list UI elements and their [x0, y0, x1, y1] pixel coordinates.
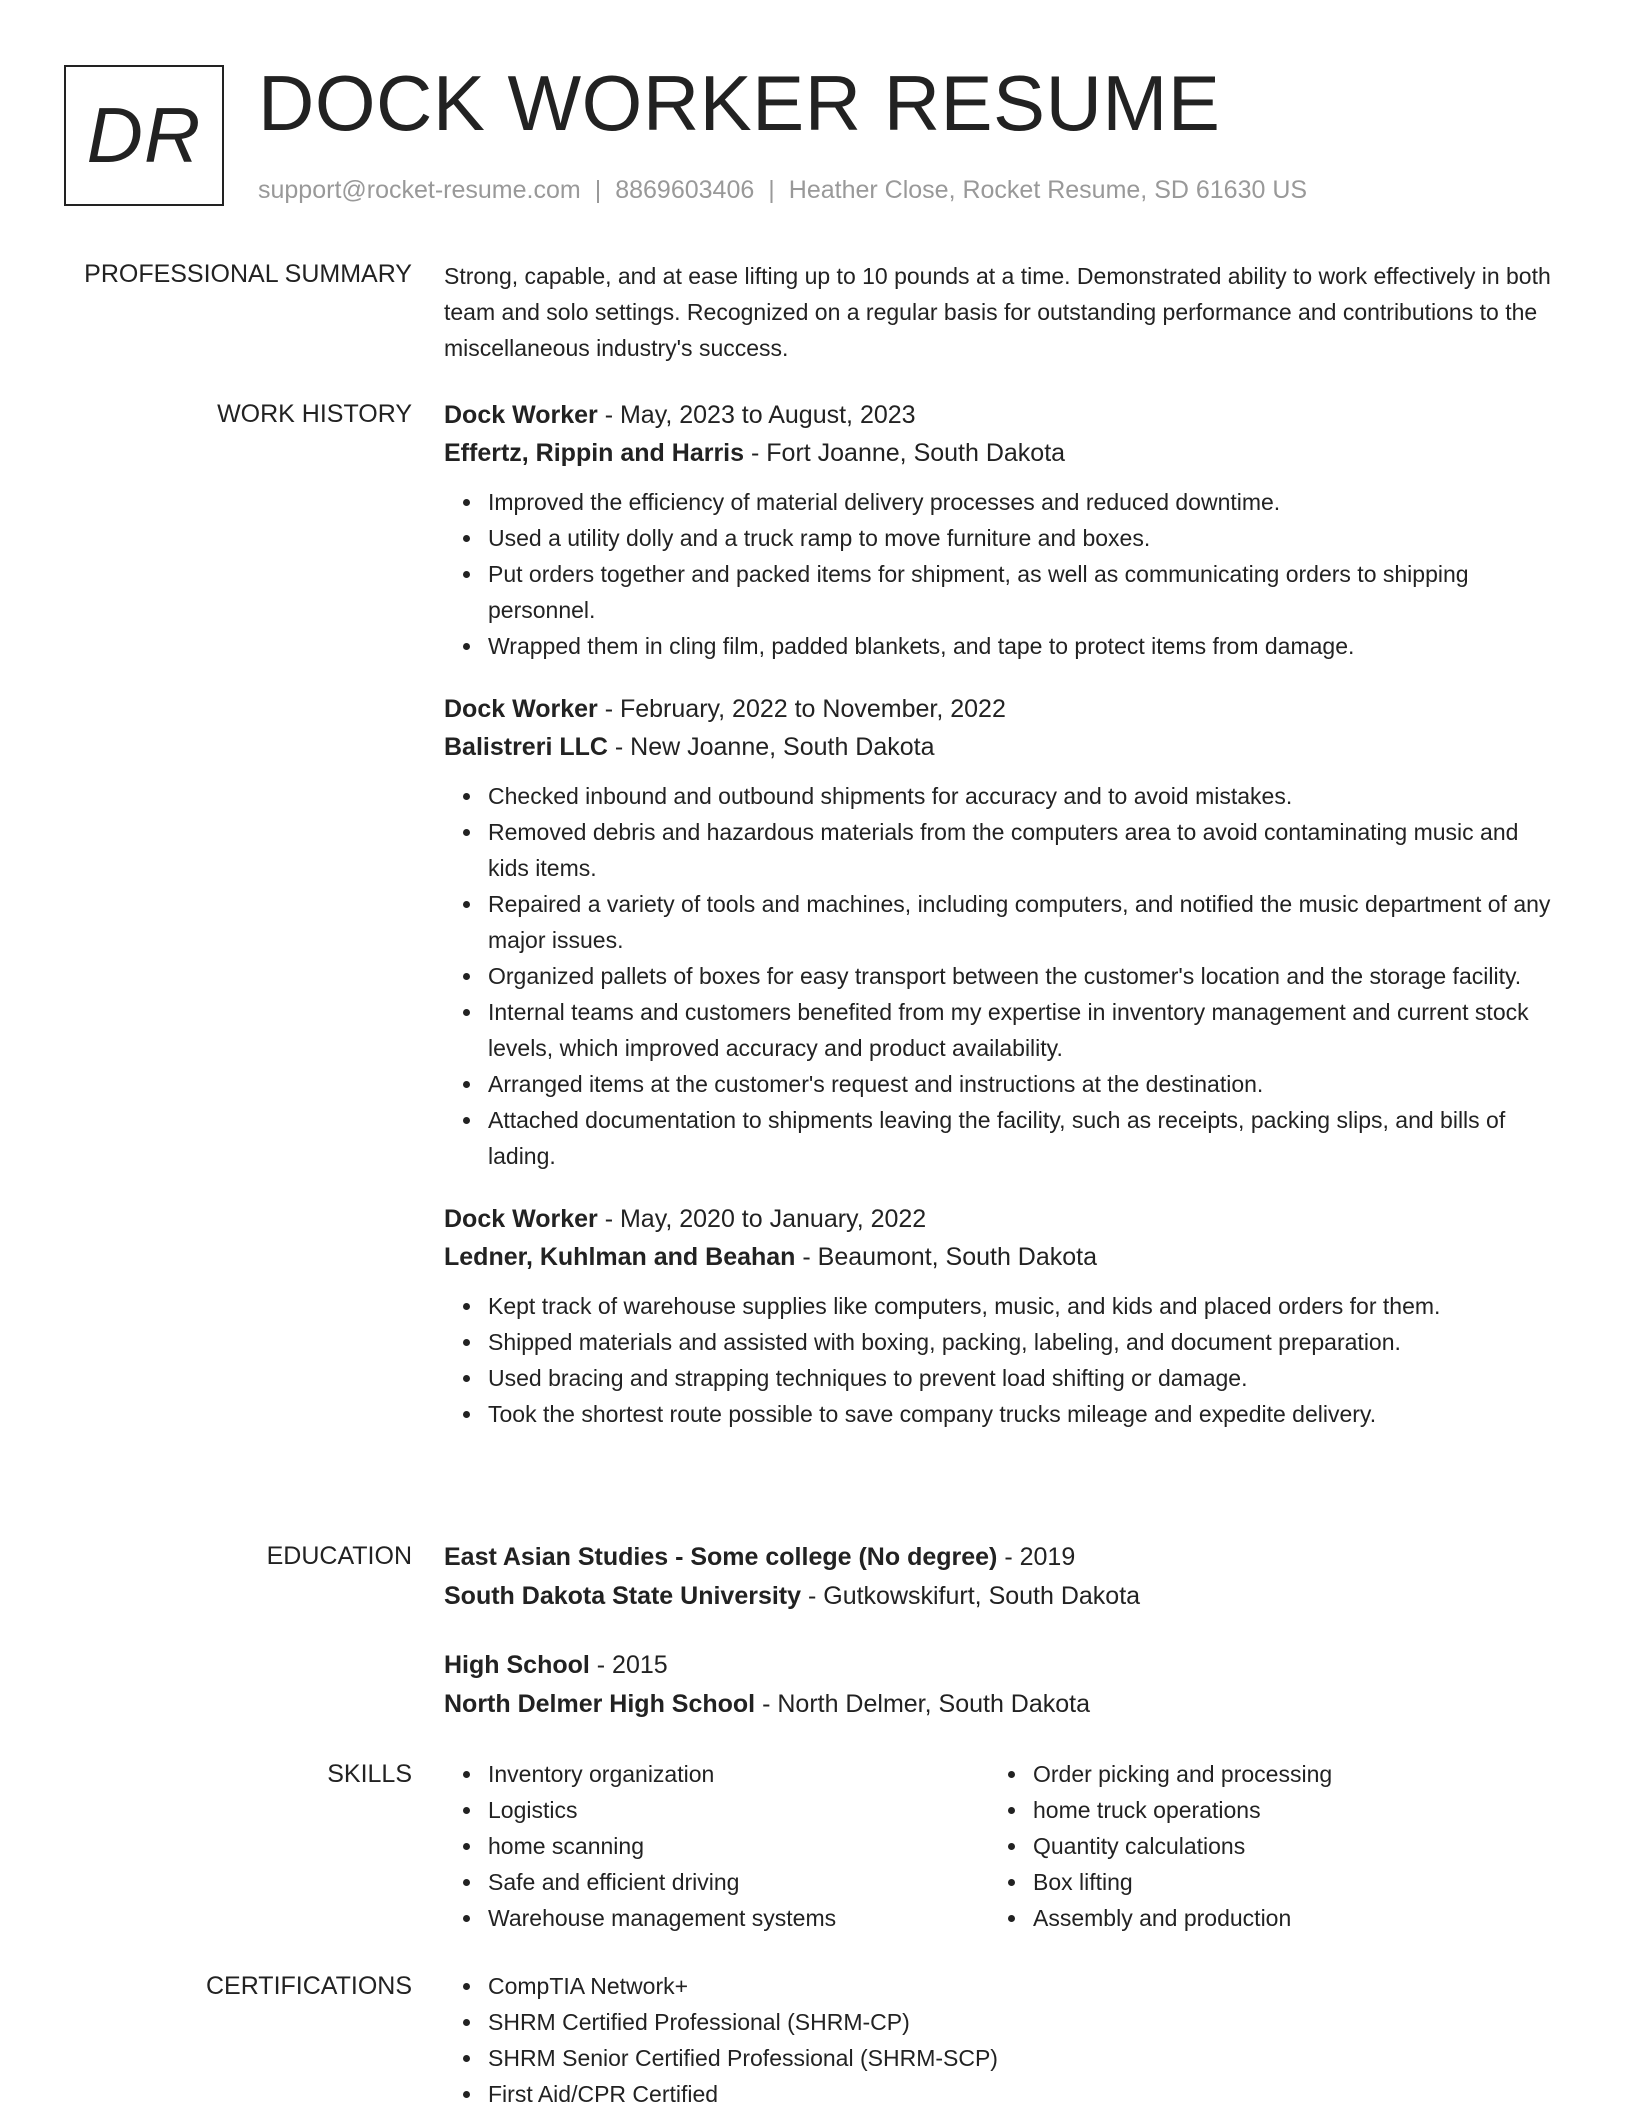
job-bullet: Shipped materials and assisted with boxing, packing, labeling, and document preparation.	[488, 1324, 1564, 1360]
certifications-list	[444, 1968, 1564, 2112]
monogram-initials: DR	[86, 91, 202, 179]
section-label-skills: SKILLS	[327, 1760, 412, 1788]
job-company-line	[444, 728, 1564, 766]
section-label-education: EDUCATION	[266, 1542, 412, 1570]
skill-item: home scanning	[488, 1828, 989, 1864]
job-bullet: Removed debris and hazardous materials from the computers area to avoid contaminating music and kids items.	[488, 814, 1564, 886]
job-bullet: Internal teams and customers benefited from my expertise in inventory management and current stock levels, which improved accuracy and product availability.	[488, 994, 1564, 1066]
skill-item: Order picking and processing	[1033, 1756, 1534, 1792]
job-title: Dock Worker	[444, 1205, 598, 1233]
job-bullet: Attached documentation to shipments leaving the facility, such as receipts, packing slips, and bills of lading.	[488, 1102, 1564, 1174]
summary-body	[444, 258, 1564, 366]
job-title-line	[444, 1200, 1564, 1238]
job-company-line	[444, 1238, 1564, 1276]
job-bullet: Arranged items at the customer's request and instructions at the destination.	[488, 1066, 1564, 1102]
job-bullet: Took the shortest route possible to save company trucks mileage and expedite delivery.	[488, 1396, 1564, 1432]
job-title: Dock Worker	[444, 695, 598, 723]
education-school: South Dakota State University	[444, 1582, 802, 1610]
certification-item: First Aid/CPR Certified	[488, 2076, 1564, 2112]
education-school-line	[444, 1577, 1564, 1616]
skill-item: Logistics	[488, 1792, 989, 1828]
job-bullet: Wrapped them in cling film, padded blankets, and tape to protect items from damage.	[488, 628, 1564, 664]
education-school-line	[444, 1685, 1564, 1724]
contact-email: support@rocket-resume.com	[258, 176, 581, 204]
job-entry	[444, 1200, 1564, 1432]
education-location: - North Delmer, South Dakota	[755, 1690, 1091, 1718]
job-bullets	[444, 484, 1564, 664]
job-title: Dock Worker	[444, 401, 598, 429]
education-entry	[444, 1538, 1564, 1616]
job-bullet: Used bracing and strapping techniques to prevent load shifting or damage.	[488, 1360, 1564, 1396]
job-company: Ledner, Kuhlman and Beahan	[444, 1243, 796, 1271]
contact-separator: |	[768, 176, 775, 204]
education-degree-line	[444, 1646, 1564, 1685]
summary-text: Strong, capable, and at ease lifting up to 10 pounds at a time. Demonstrated ability to work effectively in both team and solo settings. Recognized on a regular basis for outstanding performance and contributions to the miscellaneous industry's success.	[444, 263, 1551, 361]
job-bullet: Kept track of warehouse supplies like computers, music, and kids and placed orders for them.	[488, 1288, 1564, 1324]
job-bullet: Repaired a variety of tools and machines, including computers, and notified the music department of any major issues.	[488, 886, 1564, 958]
education-degree-line	[444, 1538, 1564, 1577]
job-location: - New Joanne, South Dakota	[607, 733, 935, 761]
job-company: Balistreri LLC	[444, 733, 608, 761]
job-bullet: Checked inbound and outbound shipments for accuracy and to avoid mistakes.	[488, 778, 1564, 814]
skill-item: Assembly and production	[1033, 1900, 1534, 1936]
work-history-body	[444, 396, 1564, 1458]
job-company-line	[444, 434, 1564, 472]
skill-item: Quantity calculations	[1033, 1828, 1534, 1864]
skill-item: Warehouse management systems	[488, 1900, 989, 1936]
job-location: - Beaumont, South Dakota	[795, 1243, 1098, 1271]
skill-item: home truck operations	[1033, 1792, 1534, 1828]
skills-body	[444, 1756, 1564, 1936]
job-bullet: Used a utility dolly and a truck ramp to move furniture and boxes.	[488, 520, 1564, 556]
job-bullet: Organized pallets of boxes for easy transport between the customer's location and the storage facility.	[488, 958, 1564, 994]
skills-grid	[444, 1756, 1564, 1936]
education-year: - 2019	[997, 1543, 1076, 1571]
skill-item: Box lifting	[1033, 1864, 1534, 1900]
job-dates: - February, 2022 to November, 2022	[597, 695, 1006, 723]
contact-line	[258, 174, 1307, 206]
education-year: - 2015	[589, 1651, 668, 1679]
education-body	[444, 1538, 1564, 1754]
section-label-summary: PROFESSIONAL SUMMARY	[84, 260, 412, 288]
contact-separator: |	[594, 176, 602, 204]
section-label-certifications: CERTIFICATIONS	[205, 1972, 412, 2000]
job-bullet: Improved the efficiency of material delivery processes and reduced downtime.	[488, 484, 1564, 520]
job-dates: - May, 2023 to August, 2023	[597, 401, 916, 429]
certification-item: SHRM Certified Professional (SHRM-CP)	[488, 2004, 1564, 2040]
monogram-badge	[64, 65, 224, 206]
job-entry	[444, 396, 1564, 664]
certification-item: SHRM Senior Certified Professional (SHRM-SCP)	[488, 2040, 1564, 2076]
job-entry	[444, 690, 1564, 1174]
education-entry	[444, 1646, 1564, 1724]
job-bullets	[444, 778, 1564, 1174]
job-title-line	[444, 690, 1564, 728]
job-dates: - May, 2020 to January, 2022	[597, 1205, 927, 1233]
certifications-body	[444, 1968, 1564, 2112]
contact-phone: 8869603406	[615, 176, 755, 204]
job-title-line	[444, 396, 1564, 434]
job-location: - Fort Joanne, South Dakota	[744, 439, 1066, 467]
job-bullets	[444, 1288, 1564, 1432]
skills-list-left	[444, 1756, 989, 1936]
skills-list-right	[989, 1756, 1534, 1936]
skill-item: Safe and efficient driving	[488, 1864, 989, 1900]
section-label-work-history: WORK HISTORY	[217, 400, 412, 428]
job-company: Effertz, Rippin and Harris	[444, 439, 745, 467]
education-location: - Gutkowskifurt, South Dakota	[801, 1582, 1141, 1610]
certification-item: CompTIA Network+	[488, 1968, 1564, 2004]
skill-item: Inventory organization	[488, 1756, 989, 1792]
education-degree: East Asian Studies - Some college (No degree)	[444, 1543, 998, 1571]
job-bullet: Put orders together and packed items for shipment, as well as communicating orders to shipping personnel.	[488, 556, 1564, 628]
resume-title: DOCK WORKER RESUME	[258, 59, 1221, 147]
contact-address: Heather Close, Rocket Resume, SD 61630 US	[788, 176, 1308, 204]
education-school: North Delmer High School	[444, 1690, 756, 1718]
education-degree: High School	[444, 1651, 590, 1679]
